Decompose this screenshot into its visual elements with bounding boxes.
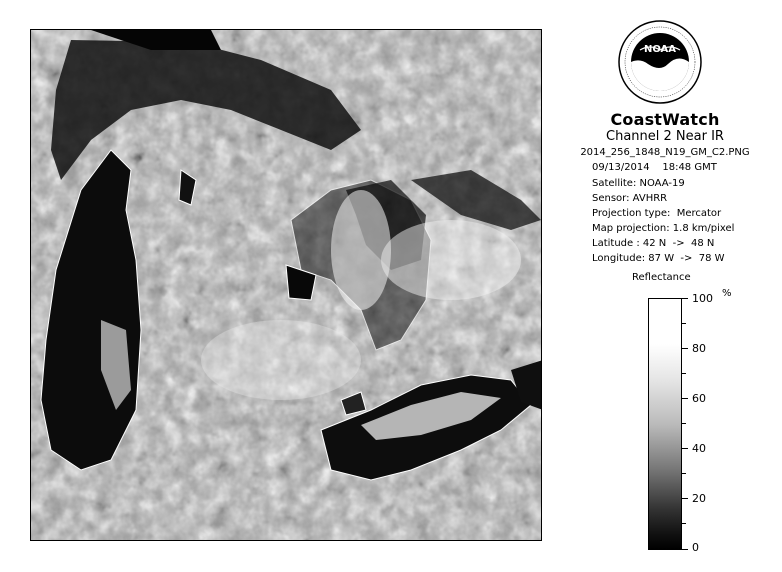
sensor-info: Sensor: AVHRR <box>592 193 668 204</box>
noaa-logo-icon <box>618 20 702 104</box>
latitude-range: Latitude : 42 N -> 48 N <box>592 238 715 249</box>
filename: 2014_256_1848_N19_GM_C2.PNG <box>580 147 750 158</box>
colorbar-minor-tick <box>682 323 686 324</box>
colorbar-tick-label: 40 <box>692 442 706 455</box>
app-title: CoastWatch <box>610 110 720 129</box>
colorbar-tick <box>682 398 688 399</box>
colorbar-tick-label: 60 <box>692 392 706 405</box>
colorbar-label: Reflectance <box>632 272 691 283</box>
satellite-info: Satellite: NOAA-19 <box>592 178 685 189</box>
satellite-map-image <box>30 29 542 541</box>
date-time: 09/13/2014 18:48 GMT <box>592 162 717 173</box>
map-projection: Map projection: 1.8 km/pixel <box>592 223 735 234</box>
colorbar-minor-tick <box>682 523 686 524</box>
colorbar-tick <box>682 348 688 349</box>
reflectance-colorbar <box>648 298 682 550</box>
colorbar-minor-tick <box>682 473 686 474</box>
colorbar-tick-label: 20 <box>692 492 706 505</box>
colorbar-tick-label: 100 <box>692 292 713 305</box>
longitude-range: Longitude: 87 W -> 78 W <box>592 253 725 264</box>
colorbar-minor-tick <box>682 423 686 424</box>
colorbar-unit: % <box>722 288 732 299</box>
colorbar-tick <box>682 549 688 550</box>
svg-text:NOAA: NOAA <box>643 44 677 55</box>
colorbar-tick <box>682 448 688 449</box>
colorbar-tick-label: 80 <box>692 342 706 355</box>
projection-type: Projection type: Mercator <box>592 208 722 219</box>
colorbar-tick <box>682 498 688 499</box>
channel-subtitle: Channel 2 Near IR <box>606 129 724 144</box>
colorbar-tick <box>682 298 688 299</box>
colorbar-tick-label: 0 <box>692 541 699 554</box>
colorbar-minor-tick <box>682 373 686 374</box>
